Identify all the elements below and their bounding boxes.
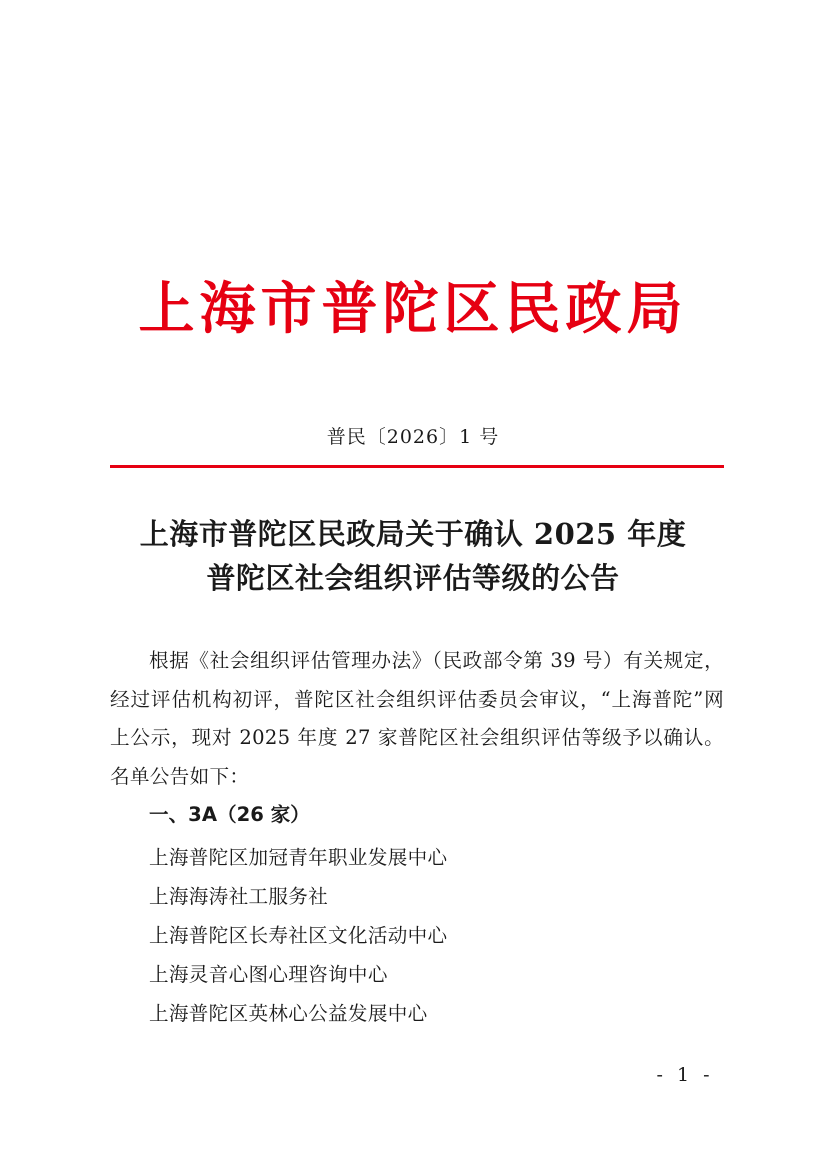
document-title-line-1: 上海市普陀区民政局关于确认 2025 年度 xyxy=(139,517,687,551)
list-item: 上海灵音心图心理咨询中心 xyxy=(149,963,388,986)
list-item: 上海普陀区长寿社区文化活动中心 xyxy=(149,924,448,947)
document-title xyxy=(0,512,826,600)
list-item: 上海普陀区英林心公益发展中心 xyxy=(149,1002,428,1025)
agency-header: 上海市普陀区民政局 xyxy=(138,276,688,342)
page-number: - 1 - xyxy=(656,1064,714,1086)
document-number: 普民〔2026〕1 号 xyxy=(326,426,500,448)
list-item: 上海海涛社工服务社 xyxy=(149,885,329,908)
document-title-line-2: 普陀区社会组织评估等级的公告 xyxy=(206,561,620,595)
body-text xyxy=(110,642,724,796)
red-divider-line xyxy=(110,465,724,468)
body-paragraph: 根据《社会组织评估管理办法》（民政部令第 39 号）有关规定，经过评估机构初评，普陀区社会组织评估委员会审议，“上海普陀”网上公示，现对 2025 年度 27 家普陀区社会组织评估等级予以确认。名单公告如下： xyxy=(110,649,724,788)
organization-list xyxy=(149,838,447,1033)
section-heading: 一、3A（26 家） xyxy=(149,803,310,826)
list-item: 上海普陀区加冠青年职业发展中心 xyxy=(149,846,448,869)
